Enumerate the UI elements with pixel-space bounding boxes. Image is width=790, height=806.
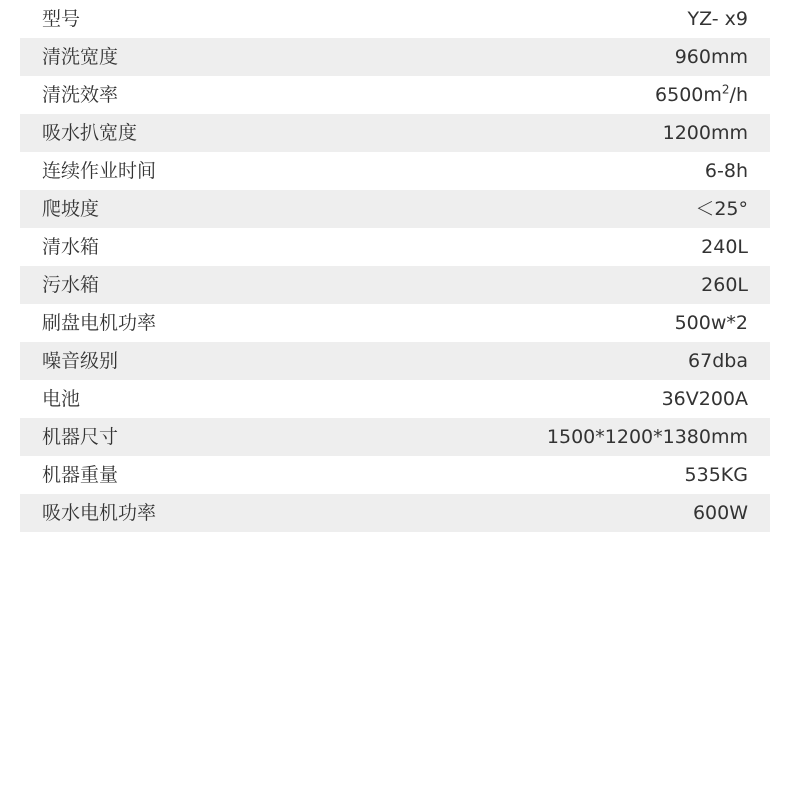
specification-table-body	[20, 0, 770, 532]
spec-value-text: 1500*1200*1380mm	[546, 426, 748, 448]
spec-label: 机器重量	[42, 464, 119, 486]
specification-table	[20, 0, 770, 532]
table-row	[20, 114, 770, 152]
spec-value	[368, 266, 770, 304]
spec-value	[368, 152, 770, 190]
spec-value	[368, 418, 770, 456]
table-row	[20, 456, 770, 494]
spec-value-text: 600W	[692, 502, 748, 524]
table-row	[20, 152, 770, 190]
spec-label: 清洗效率	[42, 84, 119, 106]
spec-value	[368, 456, 770, 494]
spec-value-text: 960mm	[674, 46, 748, 68]
table-row	[20, 494, 770, 532]
spec-value-sup: 2	[721, 82, 730, 97]
spec-label: 电池	[42, 388, 81, 410]
spec-value	[368, 0, 770, 38]
spec-value	[368, 494, 770, 532]
spec-value-text: 260L	[701, 274, 748, 296]
spec-value	[368, 114, 770, 152]
table-row	[20, 266, 770, 304]
spec-label: 吸水扒宽度	[42, 122, 138, 144]
spec-label: 机器尺寸	[42, 426, 119, 448]
table-row	[20, 380, 770, 418]
spec-label: 污水箱	[42, 274, 100, 296]
spec-value	[368, 304, 770, 342]
spec-value	[368, 228, 770, 266]
spec-value-text: 1200mm	[662, 122, 748, 144]
spec-value	[368, 342, 770, 380]
table-row	[20, 304, 770, 342]
spec-value-text: 6-8h	[704, 160, 748, 182]
spec-label: 连续作业时间	[42, 160, 157, 182]
table-row	[20, 228, 770, 266]
spec-value-text: 240L	[701, 236, 748, 258]
spec-value	[368, 38, 770, 76]
spec-value-text: YZ- x9	[687, 8, 748, 30]
spec-label: 刷盘电机功率	[42, 312, 157, 334]
spec-label: 清水箱	[42, 236, 100, 258]
table-row	[20, 418, 770, 456]
spec-label: 爬坡度	[42, 198, 100, 220]
spec-value-text: 535KG	[684, 464, 748, 486]
spec-value	[368, 380, 770, 418]
spec-label: 噪音级别	[42, 350, 119, 372]
spec-label: 吸水电机功率	[42, 502, 157, 524]
spec-value-text: ＜25°	[695, 198, 748, 220]
page-bottom-spacer	[0, 532, 790, 533]
spec-value	[368, 190, 770, 228]
spec-label: 清洗宽度	[42, 46, 119, 68]
spec-value-text: 500w*2	[674, 312, 748, 334]
spec-value-text: 36V200A	[661, 388, 748, 410]
spec-value-text: 67dba	[688, 350, 748, 372]
table-row	[20, 76, 770, 114]
table-row	[20, 342, 770, 380]
spec-label: 型号	[42, 8, 81, 30]
table-row	[20, 190, 770, 228]
spec-value-text: 6500m	[655, 84, 722, 106]
table-row	[20, 0, 770, 38]
table-row	[20, 38, 770, 76]
spec-value	[368, 76, 770, 114]
spec-value-suffix: /h	[729, 84, 748, 106]
